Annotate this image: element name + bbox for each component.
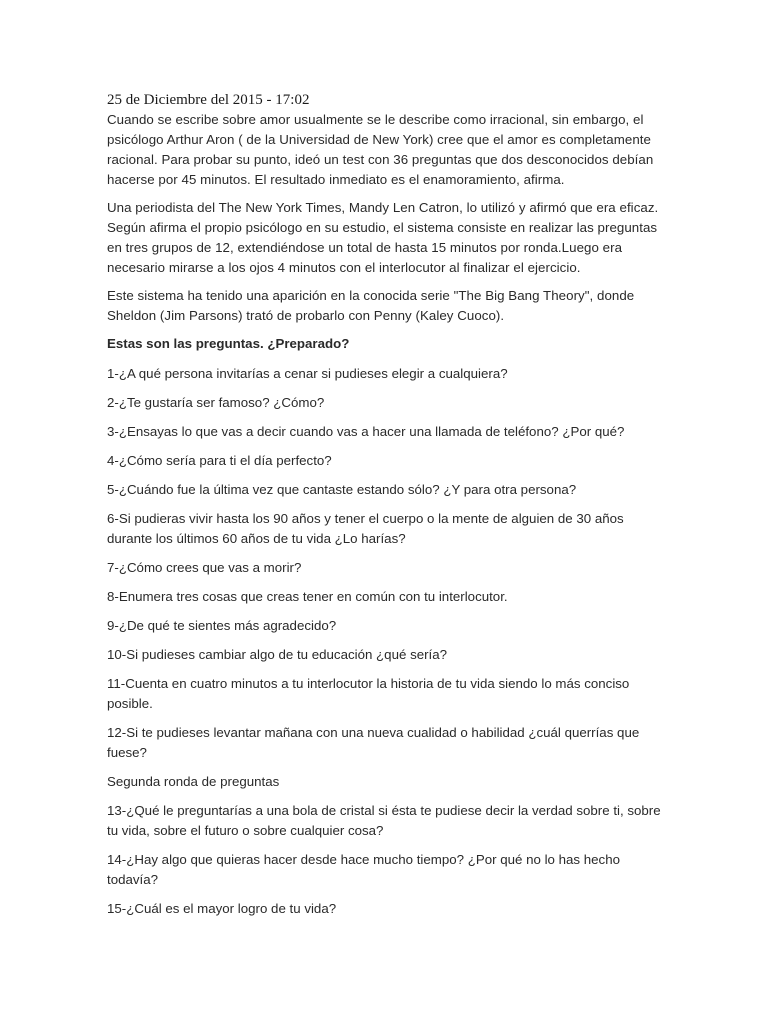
question-4: 4-¿Cómo sería para ti el día perfecto? xyxy=(107,453,332,468)
question-12: 12-Si te pudieses levantar mañana con una nueva cualidad o habilidad ¿cuál querrías que fuese? xyxy=(107,725,640,760)
questions-heading: Estas son las preguntas. ¿Preparado? xyxy=(107,336,350,351)
question-7: 7-¿Cómo crees que vas a morir? xyxy=(107,560,302,575)
question-5: 5-¿Cuándo fue la última vez que cantaste estando sólo? ¿Y para otra persona? xyxy=(107,482,577,497)
question-13: 13-¿Qué le preguntarías a una bola de cristal si ésta te pudiese decir la verdad sobre ti, sobre tu vida, sobre el futuro o sobre cualquier cosa? xyxy=(107,803,661,838)
article-date: 25 de Diciembre del 2015 - 17:02 xyxy=(107,92,310,108)
question-1: 1-¿A qué persona invitarías a cenar si pudieses elegir a cualquiera? xyxy=(107,366,508,381)
second-round-heading: Segunda ronda de preguntas xyxy=(107,774,280,789)
question-11: 11-Cuenta en cuatro minutos a tu interlocutor la historia de tu vida siendo lo más conciso posible. xyxy=(107,676,630,711)
question-8: 8-Enumera tres cosas que creas tener en común con tu interlocutor. xyxy=(107,589,508,604)
question-6: 6-Si pudieras vivir hasta los 90 años y tener el cuerpo o la mente de alguien de 30 años durante los últimos 60 años de tu vida ¿Lo harías? xyxy=(107,511,624,546)
question-2: 2-¿Te gustaría ser famoso? ¿Cómo? xyxy=(107,395,325,410)
question-15: 15-¿Cuál es el mayor logro de tu vida? xyxy=(107,901,337,916)
paragraph-3: Este sistema ha tenido una aparición en la conocida serie "The Big Bang Theory", donde Sheldon (Jim Parsons) trató de probarlo con Penny (Kaley Cuoco). xyxy=(107,288,635,323)
question-10: 10-Si pudieses cambiar algo de tu educación ¿qué sería? xyxy=(107,647,448,662)
intro-paragraph: Cuando se escribe sobre amor usualmente se le describe como irracional, sin embargo, el psicólogo Arthur Aron ( de la Universidad de New York) cree que el amor es completamente racional. Para probar su punto, ideó un test con 36 preguntas que dos desconocidos debían hacerse por 45 minutos. El resultado inmediato es el enamoramiento, afirma. xyxy=(107,112,654,187)
question-3: 3-¿Ensayas lo que vas a decir cuando vas a hacer una llamada de teléfono? ¿Por qué? xyxy=(107,424,625,439)
question-14: 14-¿Hay algo que quieras hacer desde hace mucho tiempo? ¿Por qué no lo has hecho todavía? xyxy=(107,852,620,887)
paragraph-2: Una periodista del The New York Times, Mandy Len Catron, lo utilizó y afirmó que era eficaz. Según afirma el propio psicólogo en su estudio, el sistema consiste en realizar las preguntas en tres grupos de 12, extendiéndose un total de hasta 15 minutos por ronda.Luego era necesario mirarse a los ojos 4 minutos con el interlocutor al finalizar el ejercicio. xyxy=(107,200,659,275)
question-9: 9-¿De qué te sientes más agradecido? xyxy=(107,618,337,633)
